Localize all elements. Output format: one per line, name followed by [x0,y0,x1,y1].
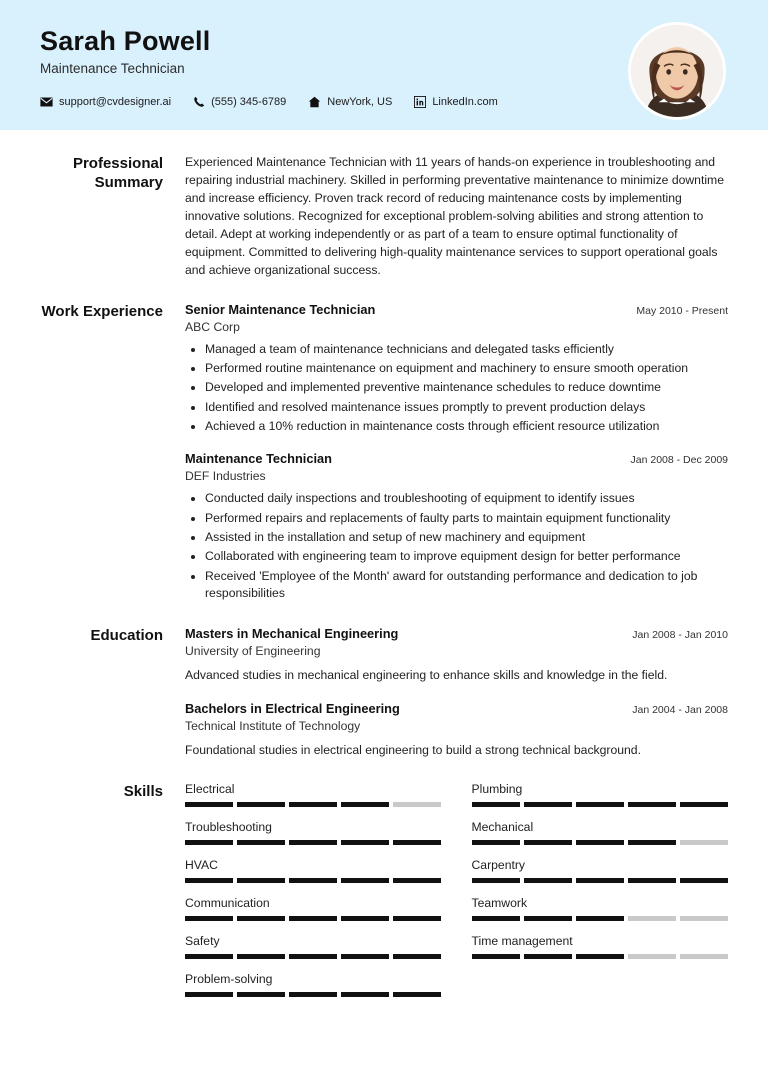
skill-segment [680,954,728,959]
education-entry [185,626,728,685]
education-entry-description: Foundational studies in electrical engineering to build a strong technical background. [185,742,641,757]
skill-segment [628,916,676,921]
list-item: • Identified and resolved maintenance issues promptly to prevent production delays [205,399,728,416]
skill-item [185,820,442,845]
skill-segment [341,878,389,883]
list-item: • Received 'Employee of the Month' award for outstanding performance and dedication to job responsibilities [205,568,728,603]
skill-segment [393,916,441,921]
skill-segment [341,840,389,845]
skill-segment [289,840,337,845]
skill-level-bar [472,802,729,807]
resume-header [0,0,768,130]
list-item: • Assisted in the installation and setup of new machinery and equipment [205,529,728,546]
skill-item [185,782,442,807]
education-entry [185,701,728,760]
skill-item [185,858,442,883]
contact-location[interactable] [308,96,392,108]
skill-segment [341,992,389,997]
avatar [628,22,726,120]
skill-segment [680,840,728,845]
education-entry-date: Jan 2004 - Jan 2008 [632,703,728,716]
education-entry-title: Bachelors in Electrical Engineering [185,700,400,716]
work-entry-date: Jan 2008 - Dec 2009 [630,454,728,467]
skill-segment [628,840,676,845]
skill-segment [393,992,441,997]
section-work-experience [40,302,728,605]
skill-name: Electrical [185,781,235,796]
list-item: • Collaborated with engineering team to improve equipment design for better performance [205,548,728,565]
skill-segment [341,916,389,921]
skill-level-bar [185,802,442,807]
skill-segment [185,954,233,959]
list-item: • Performed routine maintenance on equipment and machinery to ensure smooth operation [205,360,728,377]
skill-segment [628,878,676,883]
skill-segment [393,802,441,807]
skill-segment [576,840,624,845]
education-entry-date: Jan 2008 - Jan 2010 [632,629,728,642]
home-icon [308,96,321,108]
skill-level-bar [472,878,729,883]
skill-level-bar [185,954,442,959]
education-entry-school: Technical Institute of Technology [185,718,361,733]
skill-segment [289,916,337,921]
contact-location-text: NewYork, US [327,96,393,108]
skill-name: Plumbing [471,781,523,796]
page-title: Sarah Powell [40,26,211,56]
resume-body [0,130,768,1049]
list-item: • Developed and implemented preventive maintenance schedules to reduce downtime [205,379,728,396]
skill-segment [628,802,676,807]
summary-text: Experienced Maintenance Technician with 11 years of hands-on experience in troubleshooting and repairing industrial machinery. Skilled in performing preventative maintenance to minimize downtime and increase efficiency. Proven track record of reducing maintenance costs by implementing innovative solutions. Recognized for exceptional problem-solving abilities and strong attention to detail. Adept at working independently or as part of a team to ensure optimal functionality of equipment. Committed to delivering high-quality maintenance services to support operational goals and achieve organizational success. [185,155,724,277]
skill-segment [237,802,285,807]
education-entry-head [185,701,728,716]
skill-segment [472,840,520,845]
section-body-education [185,626,728,759]
skill-item [472,896,729,921]
work-entry-bullets [185,341,728,436]
education-entry-school: University of Engineering [185,644,321,659]
contact-phone-text: (555) 345-6789 [211,96,287,108]
skill-segment [524,916,572,921]
skill-level-bar [472,840,729,845]
skill-segment [289,954,337,959]
section-skills [40,782,728,997]
skill-level-bar [472,954,729,959]
work-entry-title: Maintenance Technician [185,451,332,467]
skill-segment [524,840,572,845]
work-entry-date: May 2010 - Present [636,304,728,317]
section-education [40,626,728,759]
skill-segment [237,840,285,845]
skill-segment [289,878,337,883]
skill-segment [393,878,441,883]
skill-name: Teamwork [471,895,528,910]
list-item: • Conducted daily inspections and troubleshooting of equipment to identify issues [205,490,728,507]
skill-segment [185,992,233,997]
contact-phone[interactable] [193,96,286,108]
work-entry-company: ABC Corp [185,319,240,334]
work-entry [185,451,728,602]
skill-level-bar [185,840,442,845]
skill-segment [576,954,624,959]
skill-segment [680,916,728,921]
section-body-skills [185,782,728,997]
job-title: Maintenance Technician [40,61,185,76]
list-item: • Performed repairs and replacements of faulty parts to maintain equipment functionality [205,510,728,527]
section-body-summary [185,154,728,280]
skill-item [472,858,729,883]
skills-grid [185,782,728,997]
skill-segment [576,878,624,883]
skill-segment [628,954,676,959]
skill-segment [472,878,520,883]
skill-segment [237,878,285,883]
skill-segment [472,802,520,807]
skill-segment [289,802,337,807]
skill-segment [393,954,441,959]
section-body-work [185,302,728,605]
skill-segment [341,954,389,959]
list-item: • Achieved a 10% reduction in maintenance costs through efficient resource utilization [205,418,728,435]
skill-name: HVAC [185,857,218,872]
skill-segment [472,916,520,921]
skill-item [185,896,442,921]
education-entry-head [185,626,728,641]
skill-segment [237,916,285,921]
skill-item [472,820,729,845]
section-label-work: Work Experience [41,302,163,320]
list-item: • Managed a team of maintenance technicians and delegated tasks efficiently [205,341,728,358]
skill-segment [237,954,285,959]
work-entry-head [185,302,728,317]
skill-segment [524,954,572,959]
skill-segment [524,878,572,883]
skill-segment [185,802,233,807]
skill-item [472,782,729,807]
skill-segment [576,916,624,921]
skill-segment [185,840,233,845]
skill-segment [680,878,728,883]
skill-level-bar [472,916,729,921]
skill-item [185,972,442,997]
skill-name: Safety [185,933,220,948]
skill-name: Troubleshooting [185,819,272,834]
skill-segment [680,802,728,807]
skill-segment [576,802,624,807]
skill-item [185,934,442,959]
skill-name: Carpentry [471,857,526,872]
work-entry-company: DEF Industries [185,469,266,484]
linkedin-icon [414,96,426,108]
phone-icon [193,96,205,108]
skill-segment [185,878,233,883]
section-label-education: Education [90,627,163,645]
section-professional-summary [40,154,728,280]
contact-row [40,96,728,108]
skill-segment [289,992,337,997]
work-entry [185,302,728,436]
skill-segment [237,992,285,997]
education-entry-title: Masters in Mechanical Engineering [185,626,399,642]
skill-item [472,934,729,959]
education-entry-description: Advanced studies in mechanical engineering to enhance skills and knowledge in the field. [185,668,668,683]
skill-name: Mechanical [471,819,534,834]
skill-segment [524,802,572,807]
skill-segment [472,954,520,959]
contact-email[interactable] [40,96,171,108]
skill-level-bar [185,878,442,883]
work-entry-title: Senior Maintenance Technician [185,301,376,317]
skill-segment [185,916,233,921]
section-label-skills: Skills [123,782,163,800]
skill-name: Time management [471,933,573,948]
skill-level-bar [185,992,442,997]
skill-name: Communication [185,895,270,910]
contact-email-text: support@cvdesigner.ai [59,96,172,108]
work-entry-head [185,451,728,466]
envelope-icon [40,97,53,107]
skill-segment [393,840,441,845]
skill-segment [341,802,389,807]
skill-name: Problem-solving [185,971,273,986]
skill-level-bar [185,916,442,921]
contact-linkedin[interactable] [414,96,497,108]
contact-linkedin-text: LinkedIn.com [432,96,498,108]
section-label-summary: Professional Summary [72,155,163,191]
work-entry-bullets [185,490,728,602]
